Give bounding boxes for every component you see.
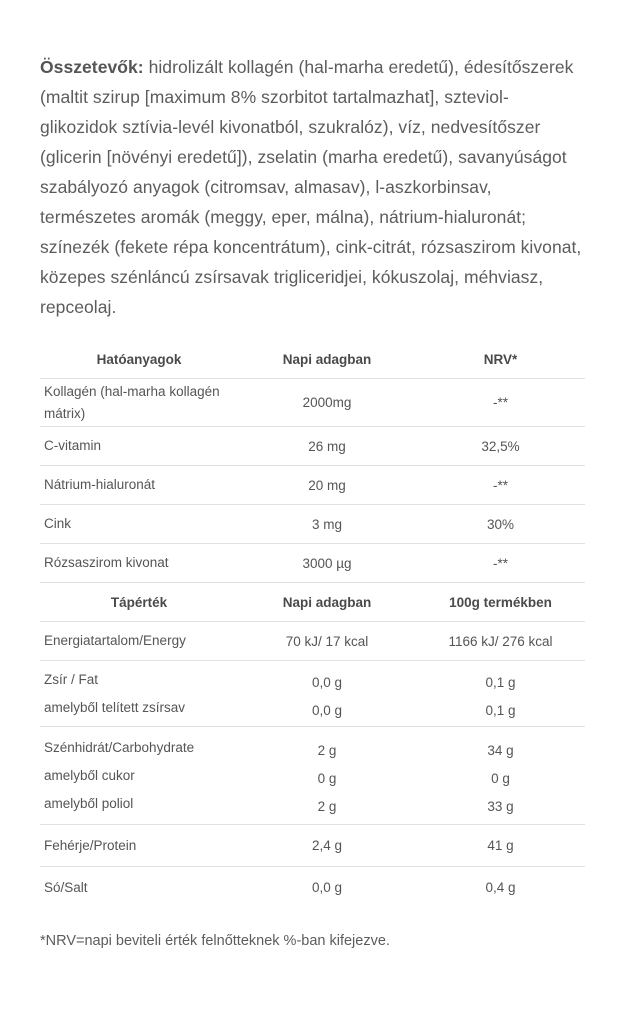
ingredients-label: Összetevők: (40, 57, 144, 77)
nutrient-per100: 0,4 g (416, 867, 585, 909)
nutrient-sub-per100: 0 g (491, 770, 510, 786)
nutrient-daily: 2,4 g (238, 825, 416, 867)
active-daily: 2000mg (238, 379, 416, 427)
table-row (40, 505, 585, 544)
ingredients-text: hidrolizált kollagén (hal-marha eredetű), édesítőszerek (maltit szirup [maximum 8% szorbitot tartalmazhat], szteviol-glikozidok sztívia-levél kivonatból, szukralóz), víz, nedvesítőszer (glicerin [növényi eredetű]), zselatin (marha eredetű), savanyúságot szabályozó anyagok (citromsav, almasav), l-aszkorbinsav, természetes aromák (meggy, eper, málna), nátrium-hialuronát; színezék (fekete répa koncentrátum), cink-citrát, rózsaszirom kivonat, közepes szénláncú zsírsavak trigliceridjei, kókuszolaj, méhviasz, repceolaj. (40, 57, 582, 317)
nutrient-daily: 0,0 g (311, 674, 343, 690)
active-nrv: 30% (416, 505, 585, 544)
nutrition-header-daily: Napi adagban (238, 583, 416, 622)
actives-header-name: Hatóanyagok (96, 351, 182, 367)
nutrition-header-row (40, 583, 585, 622)
table-row (40, 544, 585, 583)
nutrient-per100: 41 g (416, 825, 585, 867)
active-daily: 3000 µg (238, 544, 416, 583)
nutrient-sub-per100: 0,1 g (485, 702, 516, 718)
active-nrv: -** (416, 544, 585, 583)
nutrient-daily: 0,0 g (238, 867, 416, 909)
nutrient-name-group (40, 727, 238, 825)
nutrient-per100-group (416, 727, 585, 825)
active-name: Rózsaszirom kivonat (40, 544, 238, 583)
active-daily: 3 mg (238, 505, 416, 544)
nutrient-daily-group (238, 727, 416, 825)
nutrient-sub-daily: 0,0 g (311, 702, 343, 718)
nutrient-name: Zsír / Fat (44, 671, 98, 687)
nutrient-daily: 70 kJ/ 17 kcal (238, 622, 416, 661)
active-daily: 20 mg (238, 466, 416, 505)
active-nrv: 32,5% (416, 427, 585, 466)
nutrient-per100: 0,1 g (485, 674, 516, 690)
actives-header-nrv: NRV* (483, 351, 518, 367)
nutrition-table (40, 340, 585, 909)
active-name: Cink (40, 505, 238, 544)
table-row (40, 727, 585, 825)
active-nrv: -** (416, 379, 585, 427)
active-name: C-vitamin (40, 427, 238, 466)
nutrition-header-per100: 100g termékben (416, 583, 585, 622)
table-row (40, 466, 585, 505)
nutrient-per100: 34 g (487, 742, 514, 758)
nutrition-header-name: Tápérték (40, 583, 238, 622)
active-name: Kollagén (hal-marha kollagén mátrix) (40, 379, 238, 427)
table-row (40, 825, 585, 867)
nutrient-name: Fehérje/Protein (40, 825, 238, 867)
actives-header-row (40, 340, 585, 379)
actives-header-daily: Napi adagban (282, 351, 372, 367)
nutrient-sub-per100: 33 g (487, 798, 514, 814)
nutrient-name: Só/Salt (40, 867, 238, 909)
nutrient-name: Energiatartalom/Energy (40, 622, 238, 661)
nutrient-per100-group (416, 661, 585, 727)
active-daily: 26 mg (238, 427, 416, 466)
table-row (40, 427, 585, 466)
nutrient-subname: amelyből telített zsírsav (44, 699, 186, 715)
nutrient-per100: 1166 kJ/ 276 kcal (416, 622, 585, 661)
nutrient-daily: 2 g (317, 742, 337, 758)
nutrient-name: Szénhidrát/Carbohydrate (44, 739, 195, 755)
active-nrv: -** (416, 466, 585, 505)
nutrient-subname: amelyből poliol (44, 795, 134, 811)
table-row (40, 867, 585, 909)
nutrient-subname: amelyből cukor (44, 767, 135, 783)
active-name: Nátrium-hialuronát (40, 466, 238, 505)
ingredients-paragraph (40, 52, 585, 322)
table-row (40, 379, 585, 427)
nutrient-sub-daily: 0 g (317, 770, 337, 786)
table-row (40, 622, 585, 661)
nutrient-sub-daily: 2 g (317, 798, 337, 814)
nutrient-daily-group (238, 661, 416, 727)
nutrient-name-group (40, 661, 238, 727)
nrv-footnote: *NRV=napi beviteli érték felnőtteknek %-ban kifejezve. (40, 932, 390, 949)
table-row (40, 661, 585, 727)
